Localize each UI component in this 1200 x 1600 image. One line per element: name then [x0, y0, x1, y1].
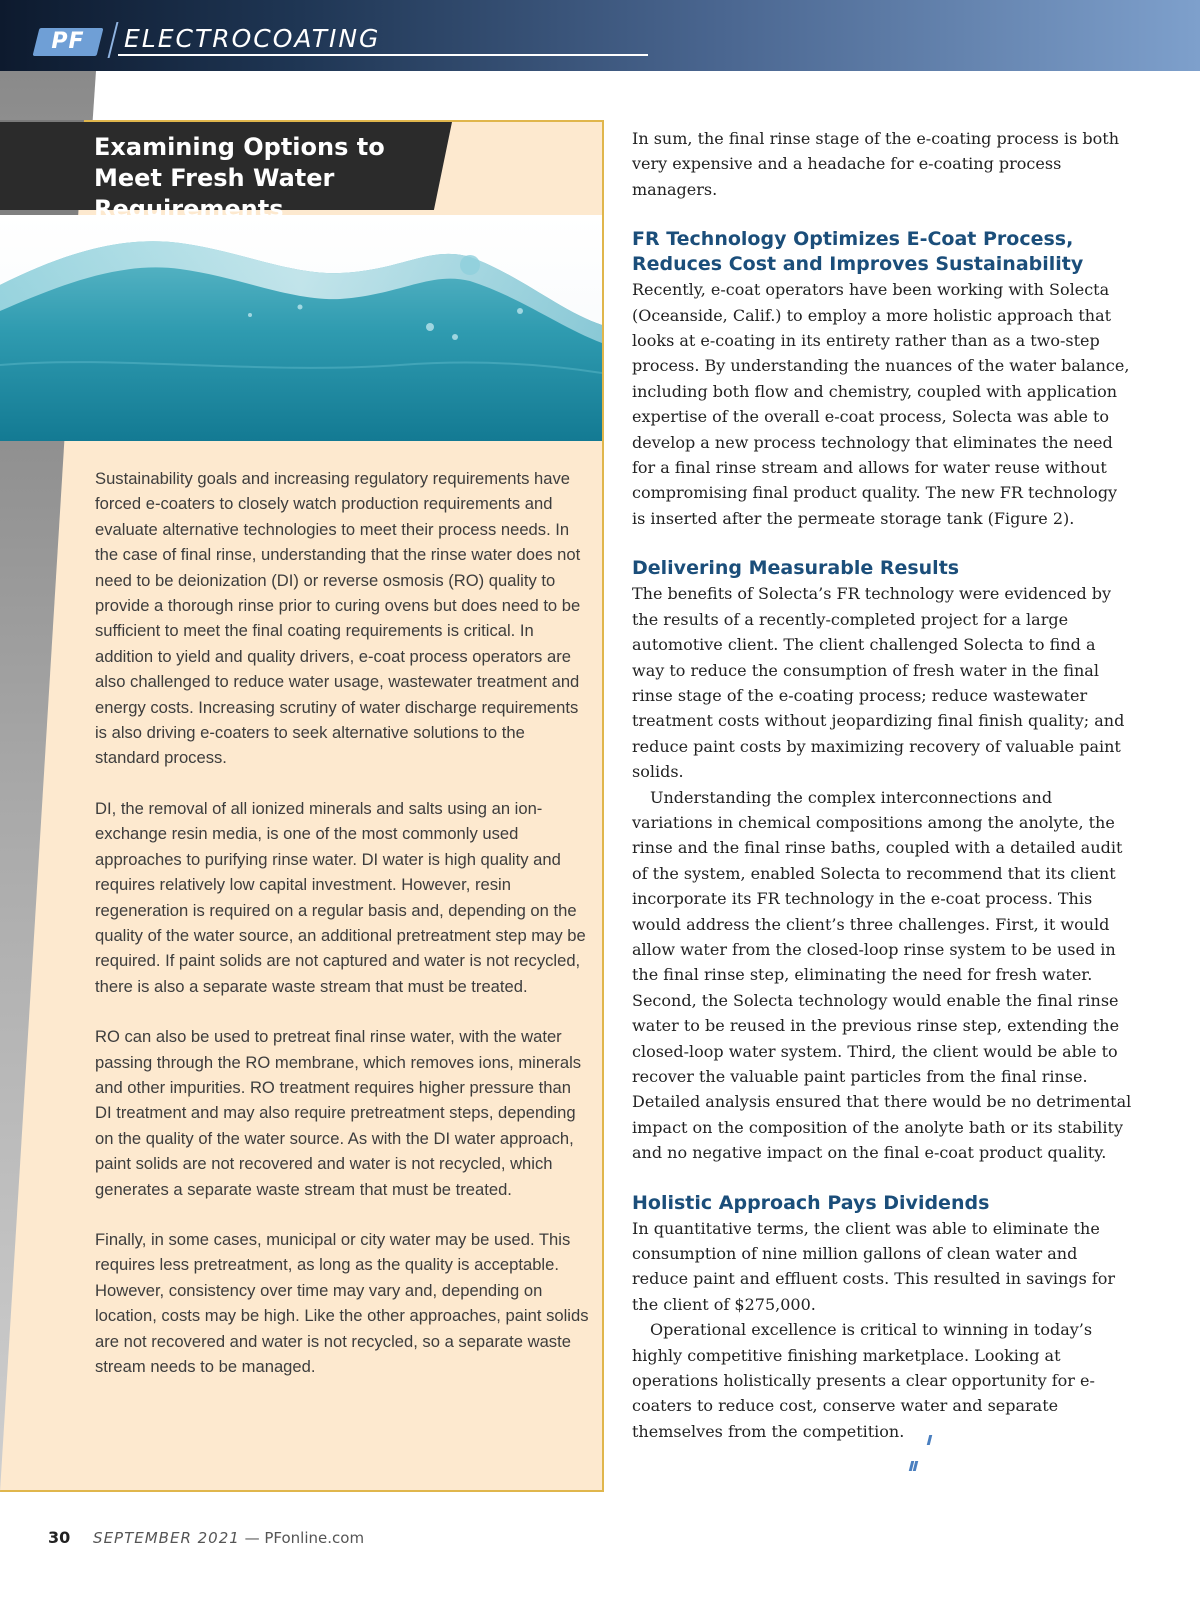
closing-text: Operational excellence is critical to winning in today’s highly competitive finishing marketplace. Looking at operations holistically presents a clear opportunity for e-coaters to reduce cost, conserve water and separate themselves from the competition.	[632, 1320, 1095, 1441]
body-paragraph: The benefits of Solecta’s FR technology were evidenced by the results of a recently-completed project for a large automotive client. The client challenged Solecta to find a way to reduce the consumption of fresh water in the final rinse stage of the e-coating process; reduce wastewater treatment costs without jeopardizing final finish quality; and reduce paint costs by maximizing recovery of valuable paint solids.	[632, 584, 1125, 782]
pf-logo-text: PF	[51, 29, 85, 54]
end-mark-icon	[910, 1427, 924, 1437]
sidebar-paragraph: Finally, in some cases, municipal or city water may be used. This requires less pretreatment, as long as the quality is acceptable. However, consistency over time may vary and, depending on location, costs may be high. Like the other approaches, paint solids are not recovered and water is not recycled, so a separate waste stream needs to be managed.	[95, 1229, 589, 1376]
page-number: 30	[48, 1528, 71, 1547]
section-title: ELECTROCOATING	[124, 24, 381, 53]
sidebar-paragraph: Sustainability goals and increasing regulatory requirements have forced e-coaters to closely watch production requirements and evaluate alternative technologies to meet their process needs. In the case of final rinse, understanding that the rinse water does not need to be deionization (DI) or reverse osmosis (RO) quality to provide a thorough rinse prior to curing ovens but does need to be sufficient to meet the final coating requirements is critical. In addition to yield and quality drivers, e-coat process operators are also challenged to reduce water usage, wastewater treatment and energy costs. Increasing scrutiny of water discharge requirements is also driving e-coaters to seek alternative solutions to the standard process.	[95, 469, 581, 768]
page-header	[0, 0, 1200, 71]
section-heading: Holistic Approach Pays Dividends	[632, 1191, 990, 1214]
sidebar-paragraph: DI, the removal of all ionized minerals and salts using an ion-exchange resin media, is one of the most commonly used approaches to purifying rinse water. DI water is high quality and requires relatively low capital investment. However, resin regeneration is required on a regular basis and, depending on the quality of the water source, an additional pretreatment step may be required. If paint solids are not captured and water is not recycled, there is also a separate waste stream that must be treated.	[95, 798, 586, 996]
body-paragraph: Recently, e-coat operators have been working with Solecta (Oceanside, Calif.) to employ a more holistic approach that looks at e-coating in its entirety rather than as a two-step process. By understanding the nuances of the water balance, including both flow and chemistry, coupled with application expertise of the overall e-coat process, Solecta was able to develop a new process technology that eliminates the need for a final rinse stream and allows for water reuse without compromising final product quality. The new FR technology is inserted after the permeate storage tank (Figure 2).	[632, 280, 1130, 528]
body-paragraph	[632, 1317, 1132, 1444]
body-paragraph: Understanding the complex interconnections and variations in chemical compositions among the anolyte, the rinse and the final rinse baths, coupled with a detailed audit of the system, enabled Solecta to recommend that its client incorporate its FR technology in the e-coat process. This would address the client’s three challenges. First, it would allow water from the closed-loop rinse system to be used in the final rinse step, eliminating the need for fresh water. Second, the Solecta technology would enable the final rinse water to be reused in the previous rinse step, extending the closed-loop water system. Third, the client would be able to recover the valuable paint particles from the final rinse. Detailed analysis ensured that there would be no detrimental impact on the composition of the anolyte bath or its stability and no negative impact on the final e-coat product quality.	[632, 787, 1132, 1163]
section-heading: FR Technology Optimizes E-Coat Process, Reduces Cost and Improves Sustainability	[632, 228, 1084, 276]
sidebar-title: Examining Options to Meet Fresh Water Requirements	[94, 133, 385, 223]
body-paragraph: In quantitative terms, the client was able to eliminate the consumption of nine million gallons of clean water and reduce paint and effluent costs. This resulted in savings for the client of $275,000.	[632, 1218, 1116, 1314]
section-underline	[118, 54, 648, 56]
logo-divider	[108, 22, 119, 58]
sidebar-text	[95, 466, 590, 1404]
section-heading: Delivering Measurable Results	[632, 557, 960, 580]
issue-date: SEPTEMBER 2021	[93, 1529, 240, 1547]
main-column	[632, 126, 1132, 1444]
page-footer	[48, 1528, 364, 1547]
water-image	[0, 215, 602, 441]
pf-logo	[33, 28, 104, 56]
intro-paragraph: In sum, the final rinse stage of the e-coating process is both very expensive and a headache for e-coating process managers.	[632, 129, 1119, 199]
sidebar-paragraph: RO can also be used to pretreat final rinse water, with the water passing through the RO membrane, which removes ions, minerals and other impurities. RO treatment requires higher pressure than DI treatment and may also require pretreatment steps, depending on the quality of the water source. As with the DI water approach, paint solids are not recovered and water is not recycled, which generates a separate waste stream that must be treated.	[95, 1027, 582, 1199]
site-link[interactable]: — PFonline.com	[244, 1529, 365, 1547]
